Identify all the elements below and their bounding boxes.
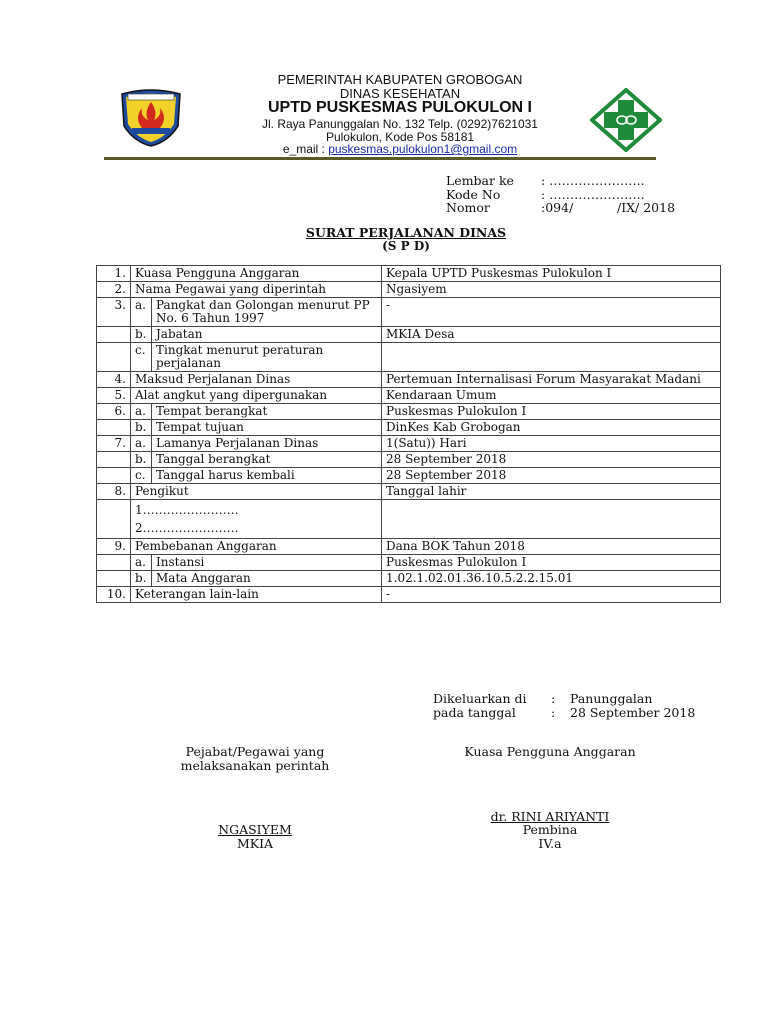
sign-right-rank: Pembina bbox=[522, 822, 578, 837]
sign-left-title-2: melaksanakan perintah bbox=[180, 758, 330, 773]
table-row: b. Tanggal berangkat 28 September 2018 bbox=[97, 452, 721, 468]
issued-date-label: pada tanggal bbox=[433, 705, 516, 720]
table-row: b. Tempat tujuan DinKes Kab Grobogan bbox=[97, 420, 721, 436]
table-row: a. Instansi Puskesmas Pulokulon I bbox=[97, 555, 721, 571]
header-city: Pulokulon, Kode Pos 58181 bbox=[325, 130, 475, 144]
table-row: b. Mata Anggaran 1.02.1.02.01.36.10.5.2.2.15.01 bbox=[97, 571, 721, 587]
lembar-value: : ………………….. bbox=[541, 173, 645, 188]
follower-line-2: 2…………………… bbox=[135, 521, 239, 535]
header-divider bbox=[104, 157, 656, 160]
table-row: 6. a. Tempat berangkat Puskesmas Pulokulon I bbox=[97, 404, 721, 420]
table-row: 4. Maksud Perjalanan Dinas Pertemuan Internalisasi Forum Masyarakat Madani bbox=[97, 372, 721, 388]
issued-place-colon: : bbox=[551, 691, 556, 706]
table-row: 5. Alat angkut yang dipergunakan Kendaraan Umum bbox=[97, 388, 721, 404]
nomor-label: Nomor bbox=[446, 200, 490, 215]
table-row: 1. Kuasa Pengguna Anggaran Kepala UPTD Puskesmas Pulokulon I bbox=[97, 266, 721, 282]
kode-label: Kode No bbox=[446, 187, 501, 202]
issued-date-value: 28 September 2018 bbox=[570, 705, 696, 720]
kode-value: : ………………….. bbox=[541, 187, 645, 202]
document-subtitle: (S P D) bbox=[382, 239, 430, 253]
issued-date-colon: : bbox=[551, 705, 556, 720]
sign-left-position: MKIA bbox=[236, 836, 274, 851]
follower-line-1: 1…………………… bbox=[135, 503, 239, 517]
header-department: DINAS KESEHATAN bbox=[339, 86, 461, 101]
sign-right-name: dr. RINI ARIYANTI bbox=[490, 809, 610, 824]
table-row: 7. a. Lamanya Perjalanan Dinas 1(Satu)) Hari bbox=[97, 436, 721, 452]
sign-right-title: Kuasa Pengguna Anggaran bbox=[464, 744, 636, 759]
table-row: 9. Pembebanan Anggaran Dana BOK Tahun 2018 bbox=[97, 539, 721, 555]
table-row: 3. a. Pangkat dan Golongan menurut PP No. 6 Tahun 1997 - bbox=[97, 298, 721, 327]
sign-right-grade: IV.a bbox=[538, 836, 562, 851]
table-row: 10. Keterangan lain-lain - bbox=[97, 587, 721, 603]
sign-left-title-1: Pejabat/Pegawai yang bbox=[185, 744, 325, 759]
lembar-label: Lembar ke bbox=[446, 173, 514, 188]
header-email-line bbox=[200, 142, 600, 156]
issued-place-value: Panunggalan bbox=[570, 691, 653, 706]
issued-place-label: Dikeluarkan di bbox=[433, 691, 527, 706]
header-address: Jl. Raya Panunggalan No. 132 Telp. (0292)7621031 bbox=[262, 117, 538, 131]
document-title: SURAT PERJALANAN DINAS bbox=[305, 225, 507, 240]
grobogan-regency-emblem bbox=[118, 88, 184, 148]
table-row: c. Tanggal harus kembali 28 September 2018 bbox=[97, 468, 721, 484]
table-row: 8. Pengikut Tanggal lahir bbox=[97, 484, 721, 500]
email-link[interactable]: puskesmas.pulokulon1@gmail.com bbox=[328, 142, 518, 156]
table-row: 2. Nama Pegawai yang diperintah Ngasiyem bbox=[97, 282, 721, 298]
spd-table bbox=[96, 265, 721, 603]
header-institution: UPTD PUSKESMAS PULOKULON I bbox=[267, 99, 532, 116]
table-row: b. Jabatan MKIA Desa bbox=[97, 327, 721, 343]
puskesmas-cross-logo bbox=[590, 88, 662, 152]
sign-left-name: NGASIYEM bbox=[218, 822, 292, 837]
nomor-value: :094/ /IX/ 2018 bbox=[541, 200, 676, 215]
table-row bbox=[97, 500, 721, 539]
email-label: e_mail : bbox=[282, 142, 329, 156]
header-government: PEMERINTAH KABUPATEN GROBOGAN bbox=[277, 72, 523, 87]
table-row: c. Tingkat menurut peraturan perjalanan bbox=[97, 343, 721, 372]
